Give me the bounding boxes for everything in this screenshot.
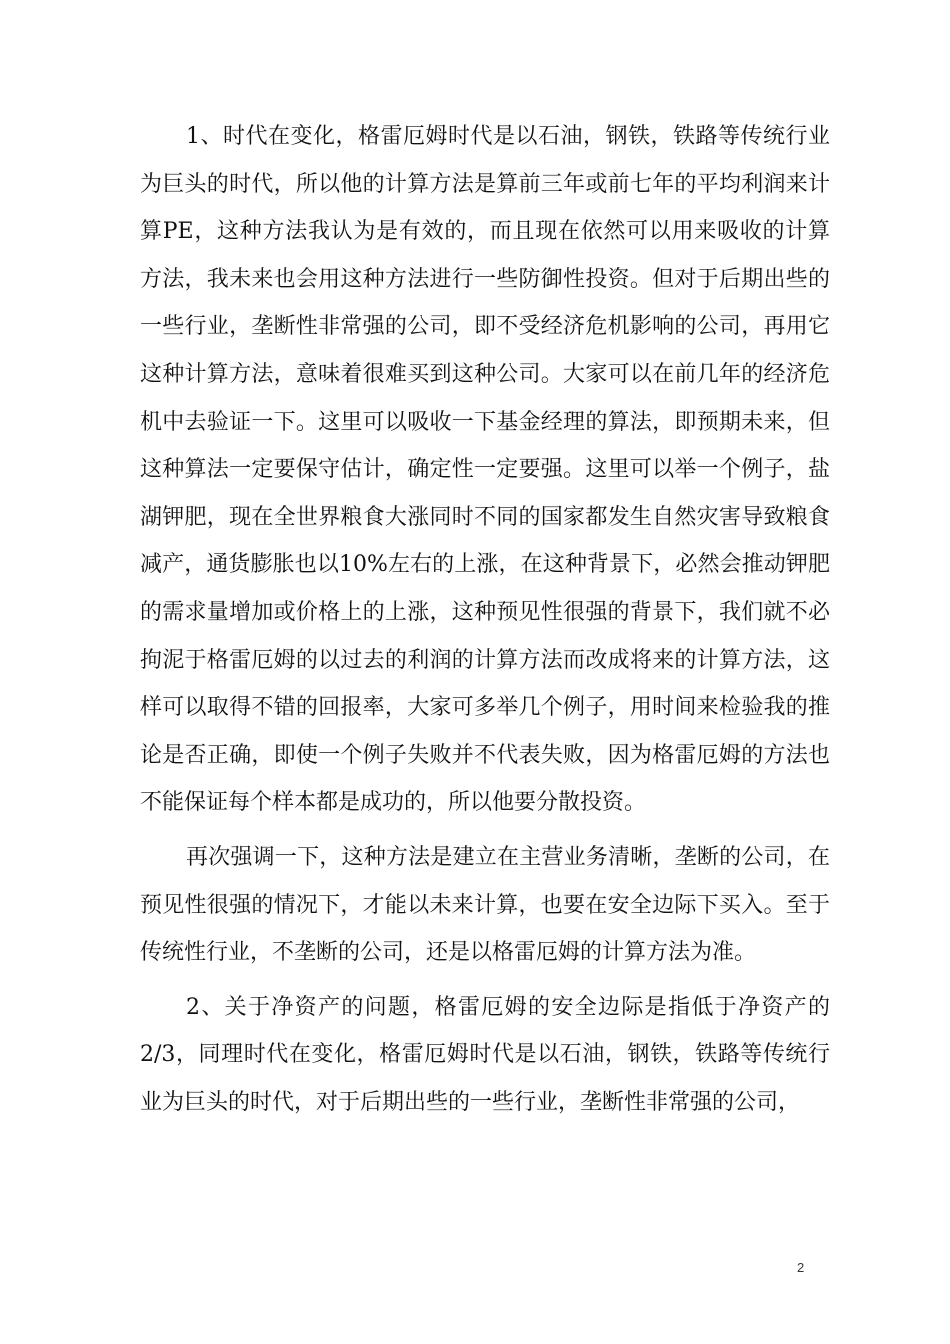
paragraph-1: 1、时代在变化，格雷厄姆时代是以石油，钢铁，铁路等传统行业为巨头的时代，所以他的计算方法是算前三年或前七年的平均利润来计算PE，这种方法我认为是有效的，而且现在依然可以用来吸收的计算方法，我未来也会用这种方法进行一些防御性投资。但对于后期出些的一些行业，垄断性非常强的公司，即不受经济危机影响的公司，再用它这种计算方法，意味着很难买到这种公司。大家可以在前几年的经济危机中去验证一下。这里可以吸收一下基金经理的算法，即预期未来，但这种算法一定要保守估计，确定性一定要强。这里可以举一个例子，盐湖钾肥，现在全世界粮食大涨同时不同的国家都发生自然灾害导致粮食减产，通货膨胀也以10%左右的上涨，在这种背景下，必然会推动钾肥的需求量增加或价格上的上涨，这种预见性很强的背景下，我们就不必拘泥于格雷厄姆的以过去的利润的计算方法而改成将来的计算方法，这样可以取得不错的回报率，大家可多举几个例子，用时间来检验我的推论是否正确，即使一个例子失败并不代表失败，因为格雷厄姆的方法也不能保证每个样本都是成功的，所以他要分散投资。 — [140, 124, 830, 816]
page-number: 2 — [797, 1260, 805, 1275]
paragraph-2: 再次强调一下，这种方法是建立在主营业务清晰，垄断的公司，在预见性很强的情况下，才能以未来计算，也要在安全边际下买入。至于传统性行业，不垄断的公司，还是以格雷厄姆的计算方法为准。 — [140, 844, 830, 966]
document-body — [140, 113, 830, 1126]
paragraph-3: 2、关于净资产的问题，格雷厄姆的安全边际是指低于净资产的2/3，同理时代在变化，格雷厄姆时代是以石油，钢铁，铁路等传统行业为巨头的时代，对于后期出些的一些行业，垄断性非常强的公司， — [140, 994, 830, 1115]
